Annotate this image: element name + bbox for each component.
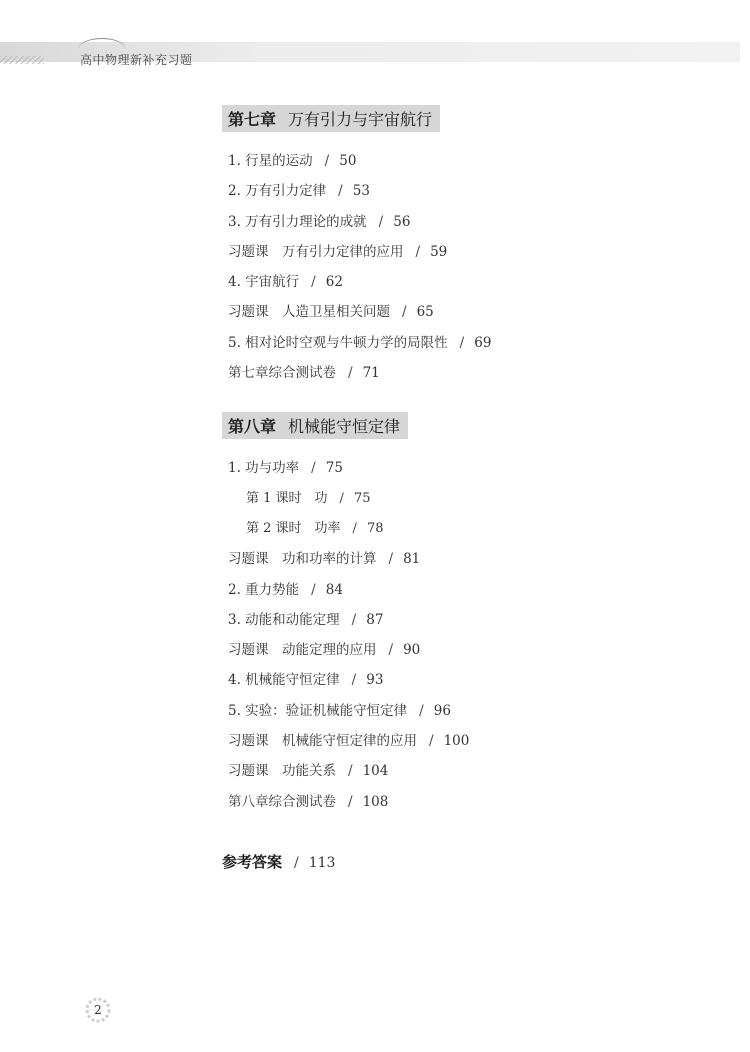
- answers-page: 113: [308, 854, 336, 871]
- entry-label: 2. 万有引力定律: [228, 183, 327, 200]
- toc-entry[interactable]: [222, 756, 702, 786]
- entry-label: 习题课 人造卫星相关问题: [228, 304, 390, 321]
- entry-label: 3. 万有引力理论的成就: [228, 213, 367, 230]
- entry-label: 第 1 课时 功: [246, 490, 328, 506]
- separator: /: [429, 733, 434, 750]
- separator: /: [339, 490, 344, 506]
- toc-entry[interactable]: [222, 726, 702, 756]
- separator: /: [311, 274, 316, 291]
- answers-entry[interactable]: [222, 851, 702, 872]
- chapter-entries: [222, 146, 702, 388]
- toc-entry[interactable]: [222, 328, 702, 358]
- entry-label: 4. 宇宙航行: [228, 274, 300, 291]
- entry-label: 第 2 课时 功率: [246, 520, 341, 536]
- entry-label: 3. 动能和动能定理: [228, 611, 340, 628]
- entry-label: 习题课 机械能守恒定律的应用: [228, 733, 417, 750]
- toc-entry[interactable]: [222, 453, 702, 483]
- entry-page: 90: [403, 642, 421, 659]
- separator: /: [351, 672, 357, 689]
- toc-entry[interactable]: [222, 575, 702, 605]
- entry-page: 84: [325, 581, 343, 598]
- separator: /: [338, 183, 343, 200]
- chapter-title: 万有引力与宇宙航行: [288, 110, 433, 129]
- entry-label: 4. 机械能守恒定律: [228, 672, 340, 689]
- table-of-contents: [222, 105, 702, 872]
- separator: /: [388, 642, 394, 659]
- entry-page: 93: [366, 672, 384, 689]
- page-number: 2: [94, 1003, 102, 1017]
- separator: /: [402, 304, 407, 321]
- entry-page: 78: [366, 520, 384, 536]
- entry-page: 75: [325, 460, 343, 477]
- entry-label: 5. 相对论时空观与牛顿力学的局限性: [228, 334, 448, 351]
- chapter-heading: [222, 412, 408, 439]
- toc-entry[interactable]: [222, 207, 702, 237]
- answers-label: 参考答案: [222, 852, 283, 871]
- entry-label: 1. 行星的运动: [228, 153, 313, 169]
- separator: /: [352, 520, 357, 536]
- separator: /: [311, 460, 316, 477]
- entry-page: 65: [416, 304, 434, 321]
- entry-page: 62: [325, 274, 343, 291]
- separator: /: [388, 551, 394, 568]
- toc-entry[interactable]: [222, 297, 702, 327]
- chapter-number: 第八章: [228, 417, 277, 437]
- header-title: 高中物理新补充习题: [80, 53, 193, 67]
- chapter-title: 机械能守恒定律: [288, 417, 401, 437]
- chapter-7: [222, 105, 702, 388]
- separator: /: [348, 793, 353, 810]
- toc-entry[interactable]: [222, 237, 702, 267]
- entry-label: 习题课 功和功率的计算: [228, 551, 377, 568]
- toc-entry[interactable]: [222, 267, 702, 297]
- chapter-heading: [222, 105, 440, 132]
- toc-entry[interactable]: [222, 635, 702, 665]
- separator: /: [351, 611, 357, 628]
- entry-label: 2. 重力势能: [228, 581, 300, 598]
- entry-label: 第八章综合测试卷: [228, 793, 336, 810]
- toc-subentry[interactable]: [222, 484, 702, 514]
- toc-subentry[interactable]: [222, 514, 702, 544]
- page-header: [0, 0, 750, 75]
- entry-label: 习题课 万有引力定律的应用: [228, 243, 404, 260]
- entry-page: 69: [474, 334, 492, 351]
- separator: /: [311, 581, 316, 598]
- header-stripes: [0, 56, 44, 64]
- toc-entry[interactable]: [222, 696, 702, 726]
- separator: /: [324, 153, 330, 169]
- entry-label: 第七章综合测试卷: [228, 365, 336, 382]
- toc-entry[interactable]: [222, 665, 702, 695]
- toc-entry[interactable]: [222, 176, 702, 206]
- separator: /: [378, 213, 384, 230]
- toc-entry[interactable]: [222, 787, 702, 817]
- chapter-number: 第七章: [228, 110, 277, 129]
- entry-page: 96: [433, 702, 451, 719]
- toc-entry[interactable]: [222, 544, 702, 574]
- separator: /: [419, 702, 424, 719]
- entry-label: 习题课 动能定理的应用: [228, 642, 377, 659]
- toc-entry[interactable]: [222, 146, 702, 176]
- entry-page: 81: [403, 551, 421, 568]
- entry-page: 75: [353, 490, 371, 506]
- toc-entry[interactable]: [222, 358, 702, 388]
- entry-label: 习题课 功能关系: [228, 763, 336, 780]
- entry-page: 87: [366, 611, 384, 628]
- entry-page: 59: [430, 243, 448, 260]
- entry-page: 53: [352, 183, 370, 200]
- separator: /: [459, 334, 465, 351]
- separator: /: [415, 243, 421, 260]
- toc-entry[interactable]: [222, 605, 702, 635]
- separator: /: [348, 763, 353, 780]
- entry-page: 71: [362, 365, 380, 382]
- chapter-entries: [222, 453, 702, 817]
- entry-page: 100: [443, 733, 470, 750]
- separator: /: [348, 365, 353, 382]
- entry-page: 50: [339, 153, 357, 169]
- entry-page: 104: [362, 763, 389, 780]
- entry-label: 1. 功与功率: [228, 460, 300, 477]
- chapter-8: [222, 412, 702, 817]
- separator: /: [294, 854, 299, 871]
- entry-page: 56: [393, 213, 411, 230]
- entry-label: 5. 实验：验证机械能守恒定律: [228, 702, 408, 719]
- entry-page: 108: [362, 793, 389, 810]
